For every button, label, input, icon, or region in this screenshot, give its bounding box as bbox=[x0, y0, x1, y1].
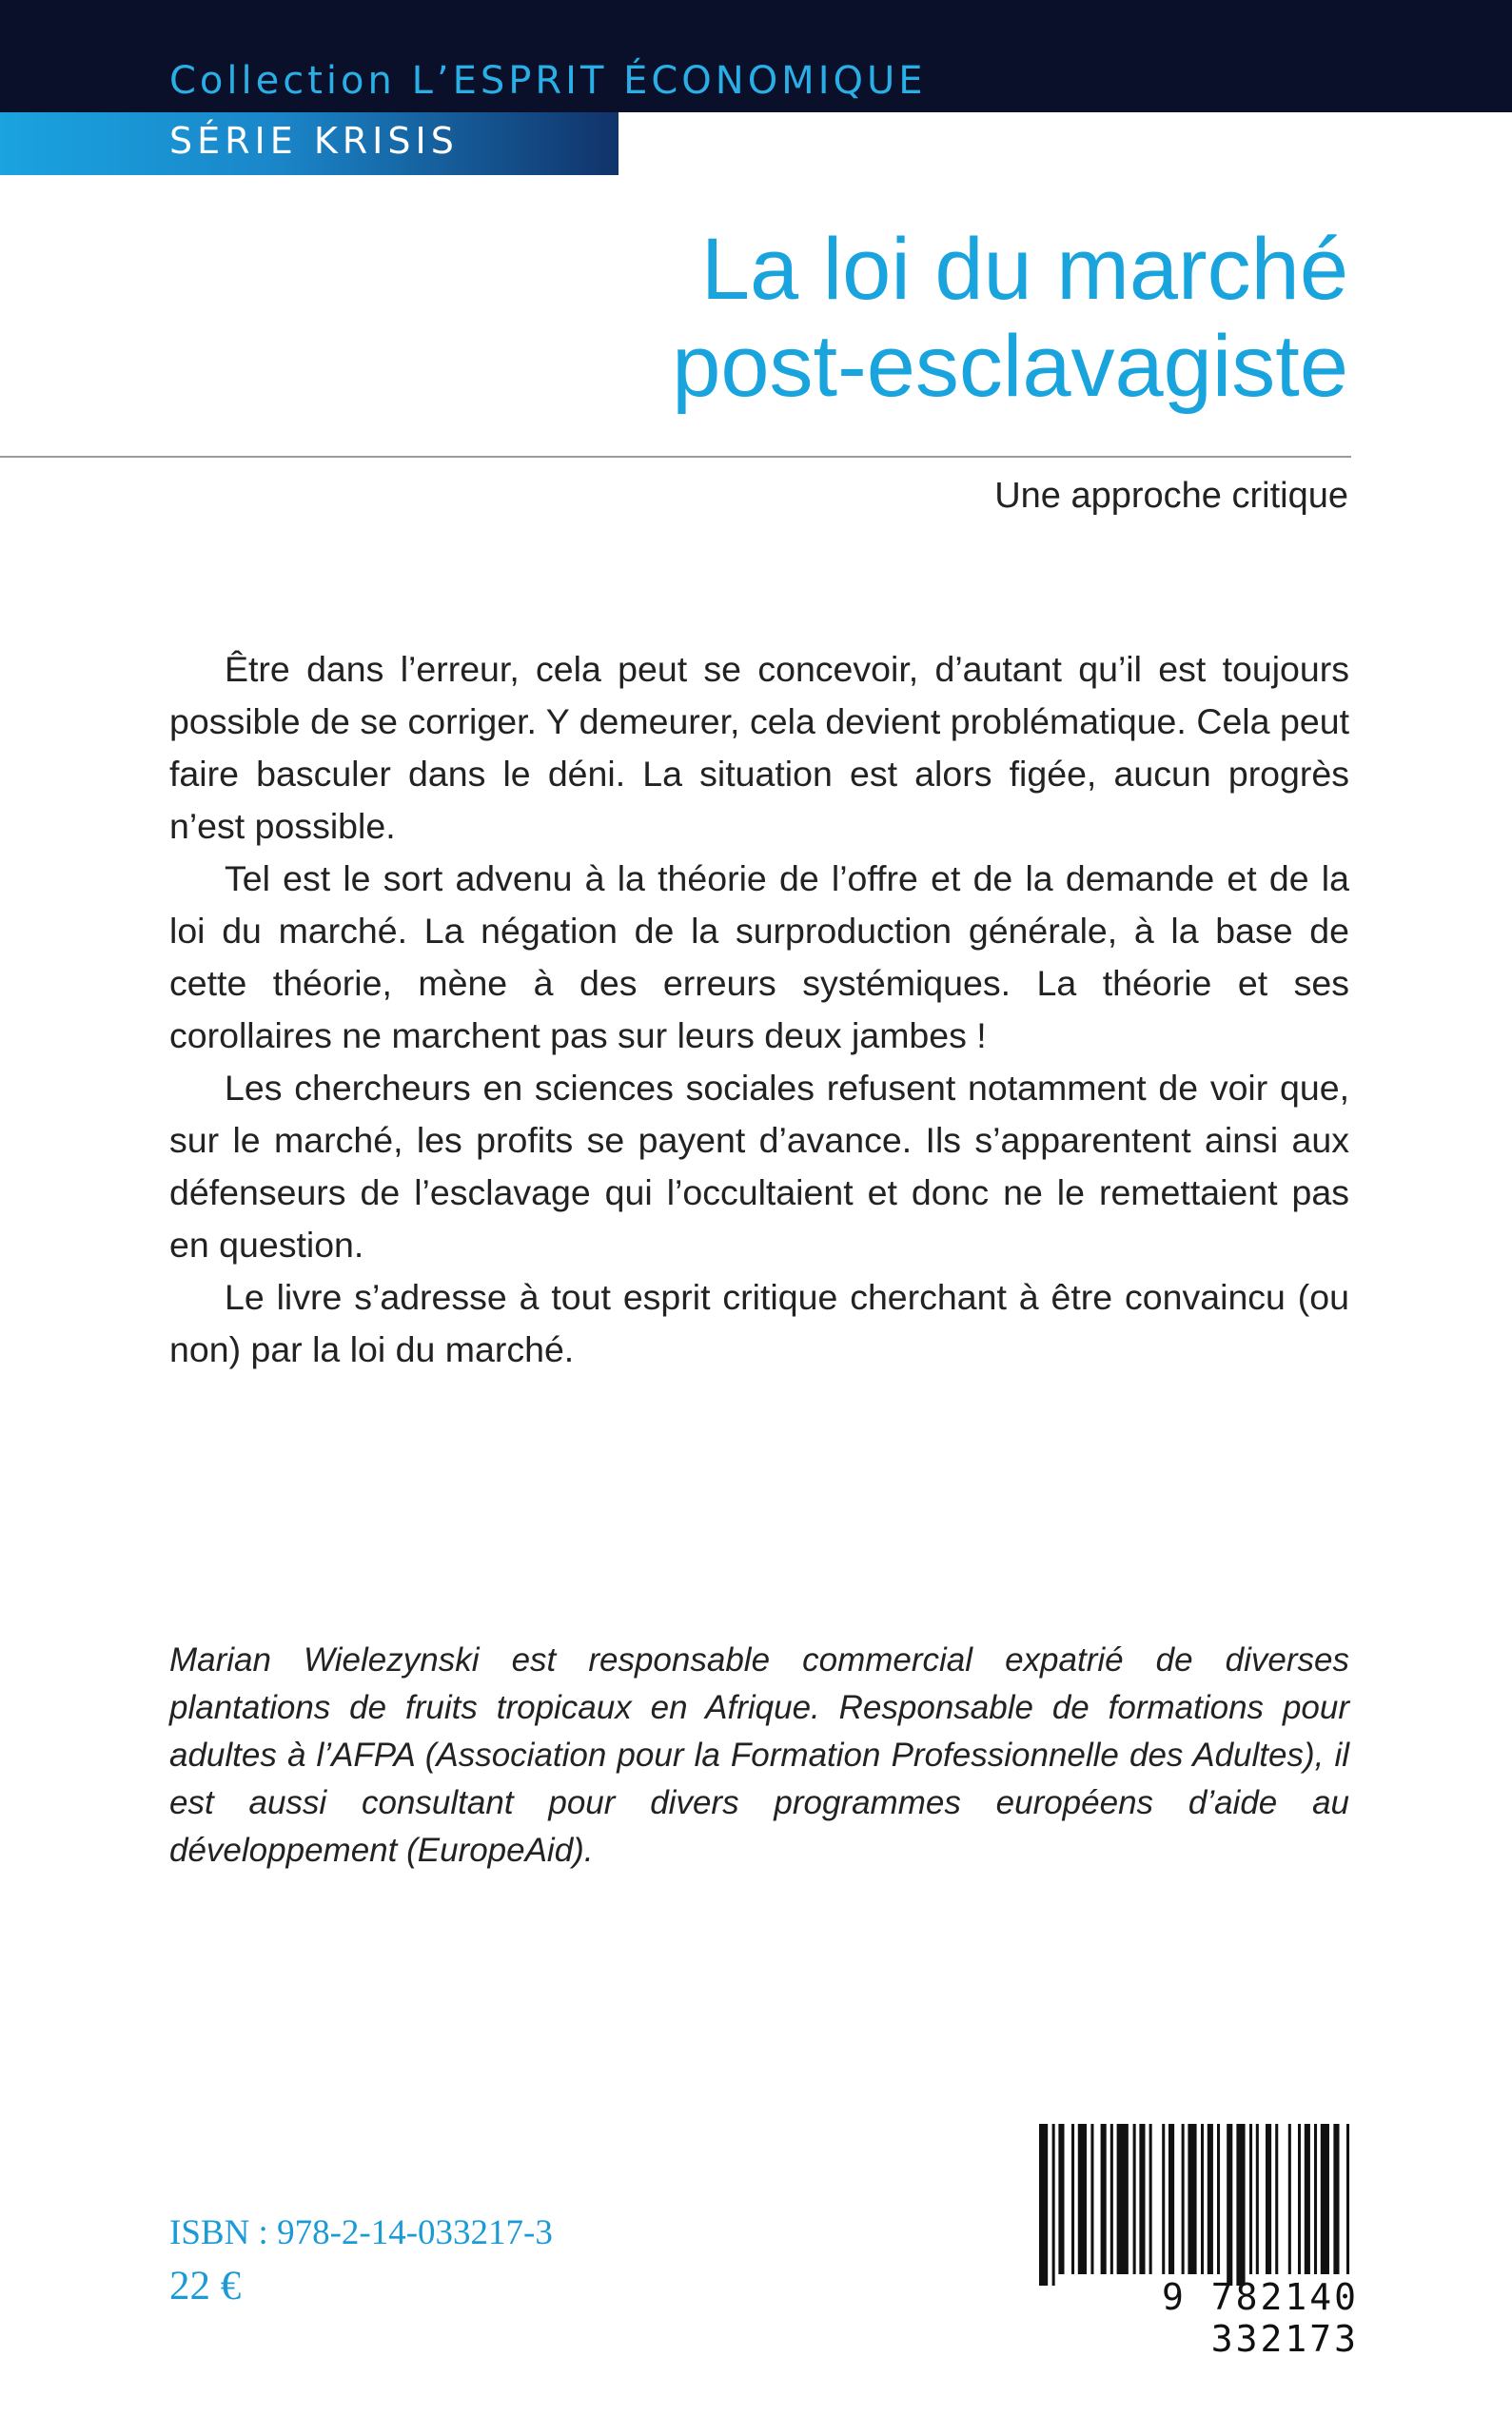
barcode-bar bbox=[1249, 2124, 1252, 2274]
title-divider bbox=[0, 456, 1351, 458]
isbn: ISBN : 978-2-14-033217-3 bbox=[169, 2213, 553, 2252]
barcode-bar bbox=[1110, 2124, 1113, 2274]
barcode-bar bbox=[1101, 2124, 1107, 2274]
author-bio-text: est responsable commercial expatrié de diverses plantations de fruits tropicaux en Afrique. Responsable de formations pour adultes à l’AFPA (Association pour la Formation Professionnelle des Adultes), il est aussi consultant pour divers programmes européens d’aide au développement (EuropeAid). bbox=[169, 1641, 1349, 1869]
barcode-bar bbox=[1117, 2124, 1129, 2274]
barcode-bar bbox=[1288, 2124, 1291, 2274]
barcode-bar bbox=[1298, 2124, 1301, 2274]
barcode-bar bbox=[1039, 2124, 1048, 2286]
book-title-line1: La loi du marché bbox=[700, 221, 1348, 318]
barcode-bar bbox=[1071, 2124, 1074, 2274]
barcode-bar bbox=[1266, 2124, 1271, 2274]
barcode-bar bbox=[1333, 2124, 1339, 2274]
barcode-bar bbox=[1162, 2124, 1165, 2274]
barcode-bar bbox=[1275, 2124, 1278, 2274]
author-name: Marian Wielezynski bbox=[169, 1641, 480, 1679]
blurb-paragraph: Le livre s’adresse à tout esprit critique cherchant à être convaincu (ou non) par la loi du marché. bbox=[169, 1277, 1349, 1369]
author-bio bbox=[169, 1637, 1349, 1875]
barcode-digits: 9 782140 332173 bbox=[1161, 2276, 1359, 2360]
barcode-bar bbox=[1217, 2124, 1220, 2274]
barcode-bar bbox=[1256, 2124, 1259, 2274]
barcode-bar bbox=[1149, 2124, 1152, 2274]
book-title-line2: post-esclavagiste bbox=[672, 318, 1348, 415]
barcode-bar bbox=[1058, 2124, 1064, 2274]
barcode-bar bbox=[1168, 2124, 1174, 2274]
barcode-bar bbox=[1052, 2124, 1055, 2286]
barcode-bar bbox=[1078, 2124, 1087, 2274]
barcode-bar bbox=[1208, 2124, 1213, 2274]
blurb-paragraph: Les chercheurs en sciences sociales refusent notamment de voir que, sur le marché, les profits se payent d’avance. Ils s’apparentent ainsi aux défenseurs de l’esclavage qui l’occultaient et donc ne le remettaient pas en question. bbox=[169, 1068, 1349, 1265]
book-title bbox=[397, 221, 1348, 415]
book-subtitle: Une approche critique bbox=[994, 476, 1348, 516]
series-label: SÉRIE KRISIS bbox=[169, 120, 459, 162]
barcode-bar bbox=[1188, 2124, 1196, 2274]
barcode-bar bbox=[1090, 2124, 1093, 2274]
barcode-bar bbox=[1314, 2124, 1317, 2274]
barcode-bar bbox=[1201, 2124, 1204, 2274]
blurb-paragraph: Tel est le sort advenu à la théorie de l’offre et de la demande et de la loi du marché. La négation de la surproduction générale, à la base de cette théorie, mène à des erreurs systémiques. La théorie et ses corollaires ne marchent pas sur leurs deux jambes ! bbox=[169, 858, 1349, 1055]
barcode-bar bbox=[1321, 2124, 1329, 2274]
barcode-bar bbox=[1133, 2124, 1136, 2274]
barcode-bars bbox=[1035, 2124, 1351, 2286]
barcode-bar bbox=[1236, 2124, 1245, 2286]
barcode-bar bbox=[1346, 2124, 1349, 2274]
price: 22 € bbox=[169, 2264, 242, 2308]
back-cover-blurb bbox=[169, 643, 1349, 1376]
barcode-bar bbox=[1227, 2124, 1232, 2286]
barcode-bar bbox=[1305, 2124, 1310, 2274]
collection-label: Collection L’ESPRIT ÉCONOMIQUE bbox=[169, 59, 927, 103]
barcode-bar bbox=[1139, 2124, 1145, 2274]
barcode-bar bbox=[1182, 2124, 1185, 2274]
blurb-paragraph: Être dans l’erreur, cela peut se concevoir, d’autant qu’il est toujours possible de se corriger. Y demeurer, cela devient problématique. Cela peut faire basculer dans le déni. La situation est alors figée, aucun progrès n’est possible. bbox=[169, 649, 1349, 846]
